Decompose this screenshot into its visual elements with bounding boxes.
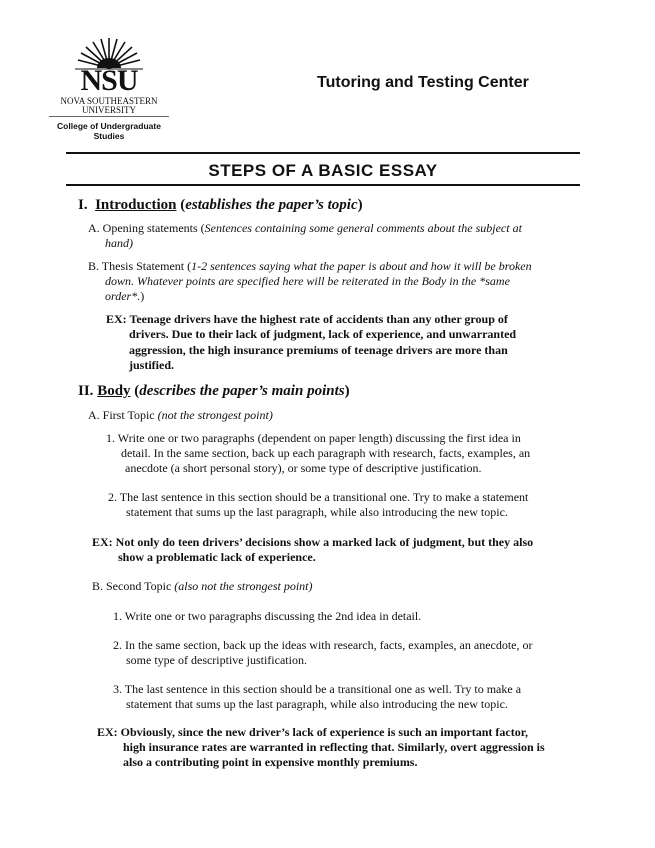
example-intro-cont: aggression, the high insurance premiums of teenage drivers are more than [129, 343, 508, 357]
logo-divider [49, 116, 169, 117]
example-first-topic-cont: show a problematic lack of experience. [118, 550, 316, 564]
section-title: Introduction [95, 197, 177, 213]
section-heading-introduction [78, 196, 363, 214]
list-item: 2. The last sentence in this section should be a transitional one. Try to make a statement [108, 490, 529, 504]
list-item: 3. The last sentence in this section should be a transitional one as well. Try to make a [113, 682, 522, 696]
list-item-cont: detail. In the same section, back up each paragraph with research, facts, examples, an [121, 446, 531, 460]
item-note: 1-2 sentences saying what the paper is about and how it will be broken [191, 259, 532, 273]
list-item-cont: anecdote (a short personal story), or some type of descriptive justification. [125, 461, 482, 475]
item-note: Sentences containing some general comments about the subject at [204, 221, 522, 235]
logo-abbr: NSU [80, 64, 138, 97]
item-note-cont [105, 289, 144, 304]
section-title: Body [97, 383, 131, 399]
page-title: STEPS OF A BASIC ESSAY [208, 161, 438, 180]
logo-name-2: UNIVERSITY [82, 105, 136, 115]
list-item: 1. Write one or two paragraphs (dependent on paper length) discussing the first idea in [106, 431, 521, 445]
example-second-topic-cont: high insurance rates are warranted in reflecting that. Similarly, overt aggression is [123, 740, 545, 754]
section-number: II. [78, 383, 94, 399]
logo-name-1: NOVA SOUTHEASTERN [60, 96, 158, 106]
item-label: B. Thesis Statement ( [88, 259, 192, 273]
example-intro: EX: Teenage drivers have the highest rate of accidents than any other group of [106, 312, 508, 326]
item-label: A. Opening statements ( [88, 221, 205, 235]
center-name: Tutoring and Testing Center [317, 74, 529, 91]
item-label: B. Second Topic [92, 579, 175, 593]
paren: ) [357, 197, 363, 213]
list-item-cont: some type of descriptive justification. [126, 653, 307, 667]
item-opening-statements [88, 221, 522, 236]
top-rule [66, 152, 580, 154]
item-note: order*. [105, 289, 141, 303]
item-note-cont: hand) [105, 236, 133, 250]
title-rule [66, 184, 580, 186]
list-item-cont: statement that sums up the last paragraph, while also introducing the new topic. [126, 697, 508, 711]
logo-college: College of Undergraduate Studies [57, 121, 161, 141]
list-item: 2. In the same section, back up the ideas with research, facts, examples, an anecdote, or [113, 638, 533, 652]
list-item-cont: statement that sums up the last paragraph, while also introducing the new topic. [126, 505, 508, 519]
section-heading-body [78, 382, 350, 400]
example-second-topic-cont: also a contributing point in expensive monthly premiums. [123, 755, 418, 769]
second-topic [92, 579, 312, 594]
nsu-logo [45, 36, 173, 141]
paren: ( [176, 197, 186, 213]
item-thesis-statement [88, 259, 532, 274]
item-note: (not the strongest point) [157, 408, 273, 422]
item-label: A. First Topic [88, 408, 158, 422]
first-topic [88, 408, 273, 423]
list-item: 1. Write one or two paragraphs discussing the 2nd idea in detail. [113, 609, 422, 623]
section-note: establishes the paper’s topic [185, 197, 358, 213]
example-second-topic: EX: Obviously, since the new driver’s lack of experience is such an important factor, [97, 725, 528, 739]
section-note: describes the paper’s main points [139, 383, 345, 399]
example-intro-cont: drivers. Due to their lack of judgment, lack of experience, and unwarranted [129, 327, 517, 341]
item-note-cont: down. Whatever points are specified here will be reiterated in the Body in the *same [105, 274, 510, 288]
section-number: I. [78, 197, 88, 213]
example-intro-cont: justified. [129, 358, 174, 372]
paren: ) [344, 383, 350, 399]
item-note: (also not the strongest point) [174, 579, 313, 593]
paren: ) [140, 289, 145, 303]
paren: ( [130, 383, 140, 399]
example-first-topic: EX: Not only do teen drivers’ decisions show a marked lack of judgment, but they also [92, 535, 534, 549]
